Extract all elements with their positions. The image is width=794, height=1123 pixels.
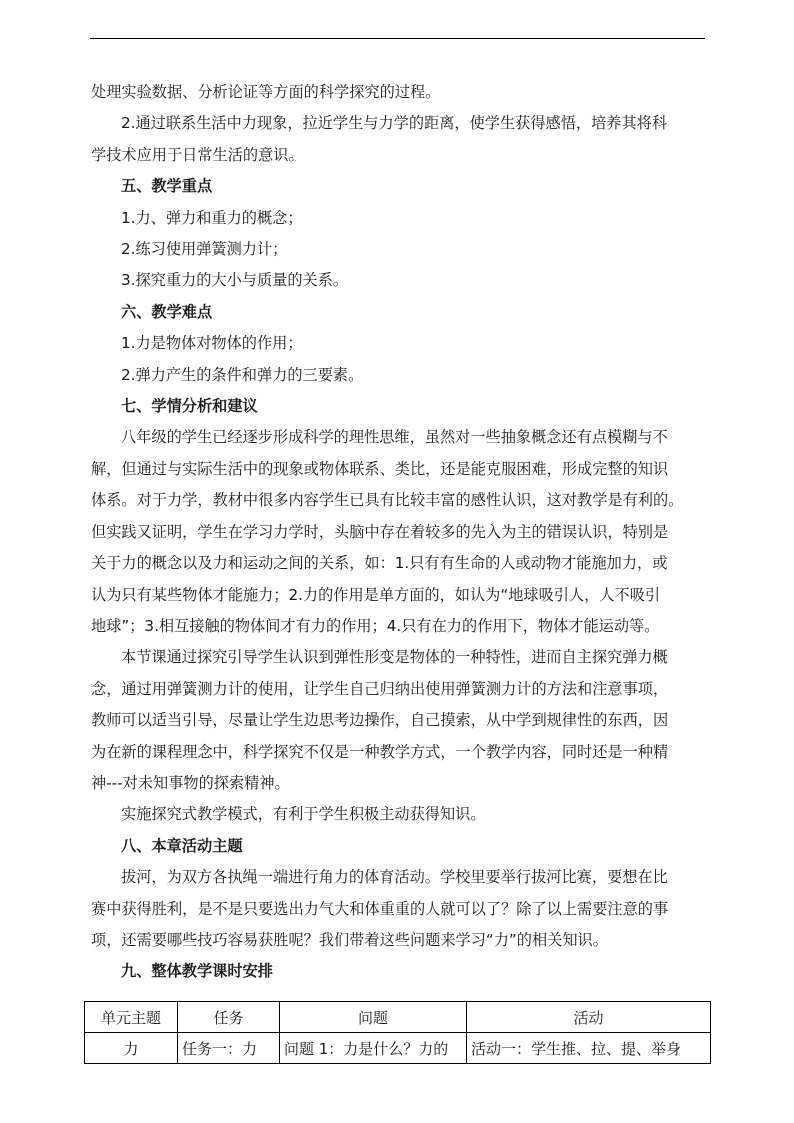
- table-header-cell: 单元主题: [85, 1002, 178, 1033]
- header-rule: [90, 38, 705, 39]
- list-item: 2.弹力产生的条件和弹力的三要素。: [121, 365, 364, 384]
- paragraph: 认为只有某些物体才能施力；2.力的作用是单方面的，如认为“地球吸引人，人不吸引: [91, 585, 661, 604]
- paragraph: 八年级的学生已经逐步形成科学的理性思维，虽然对一些抽象概念还有点模糊与不: [121, 428, 668, 447]
- paragraph: 关于力的概念以及力和运动之间的关系，如：1.只有有生命的人或动物才能施加力，或: [91, 554, 668, 573]
- paragraph: 体系。对于力学，教材中很多内容学生已具有比较丰富的感性认识，这对教学是有利的。: [91, 491, 684, 510]
- paragraph: 神---对未知事物的探索精神。: [91, 773, 290, 792]
- paragraph: 实施探究式教学模式，有利于学生积极主动获得知识。: [121, 805, 486, 824]
- document-body: [91, 77, 707, 988]
- table-cell: 力: [85, 1033, 178, 1064]
- paragraph: 念，通过用弹簧测力计的使用，让学生自己归纳出使用弹簧测力计的方法和注意事项，: [91, 679, 669, 698]
- table-header-row: [85, 1002, 711, 1033]
- paragraph: 赛中获得胜利，是不是只要选出力气大和体重重的人就可以了？除了以上需要注意的事: [91, 899, 669, 918]
- list-item: 1.力、弹力和重力的概念；: [121, 208, 303, 227]
- list-item: 3.探究重力的大小与质量的关系。: [121, 271, 349, 290]
- table-header-cell: 问题: [280, 1002, 467, 1033]
- paragraph: 为在新的课程理念中，科学探究不仅是一种教学方式，一个教学内容，同时还是一种精: [91, 742, 669, 761]
- table-cell: 问题 1：力是什么？力的: [280, 1033, 467, 1064]
- list-item: 1.力是物体对物体的作用；: [121, 334, 303, 353]
- paragraph: 项，还需要哪些技巧容易获胜呢？我们带着这些问题来学习“力”的相关知识。: [91, 930, 608, 949]
- table-cell: 任务一：力: [178, 1033, 280, 1064]
- list-item: 2.练习使用弹簧测力计；: [121, 240, 288, 259]
- table-cell: 活动一：学生推、拉、提、举身: [467, 1033, 711, 1064]
- paragraph: 但实践又证明，学生在学习力学时，头脑中存在着较多的先入为主的错误认识，特别是: [91, 522, 669, 541]
- table-row: [85, 1033, 711, 1064]
- section-heading: 五、教学重点: [121, 177, 213, 196]
- paragraph: 学技术应用于日常生活的意识。: [91, 145, 304, 164]
- schedule-table: [84, 1001, 711, 1064]
- paragraph: 拔河，为双方各执绳一端进行角力的体育活动。学校里要举行拔河比赛，要想在比: [121, 868, 668, 887]
- section-heading: 六、教学难点: [121, 302, 213, 321]
- paragraph: 解，但通过与实际生活中的现象或物体联系、类比，还是能克服困难，形成完整的知识: [91, 459, 669, 478]
- paragraph: 2.通过联系生活中力现象，拉近学生与力学的距离，使学生获得感悟，培养其将科: [121, 114, 668, 133]
- section-heading: 九、整体教学课时安排: [121, 962, 273, 981]
- table-header-cell: 活动: [467, 1002, 711, 1033]
- section-heading: 七、学情分析和建议: [121, 397, 258, 416]
- paragraph: 教师可以适当引导，尽量让学生边思考边操作，自己摸索，从中学到规律性的东西，因: [91, 711, 669, 730]
- paragraph: 处理实验数据、分析论证等方面的科学探究的过程。: [91, 83, 441, 101]
- paragraph: 本节课通过探究引导学生认识到弹性形变是物体的一种特性，进而自主探究弹力概: [121, 648, 668, 667]
- paragraph: 地球”；3.相互接触的物体间才有力的作用；4.只有在力的作用下，物体才能运动等。: [91, 616, 660, 635]
- section-heading: 八、本章活动主题: [121, 836, 243, 855]
- table-header-cell: 任务: [178, 1002, 280, 1033]
